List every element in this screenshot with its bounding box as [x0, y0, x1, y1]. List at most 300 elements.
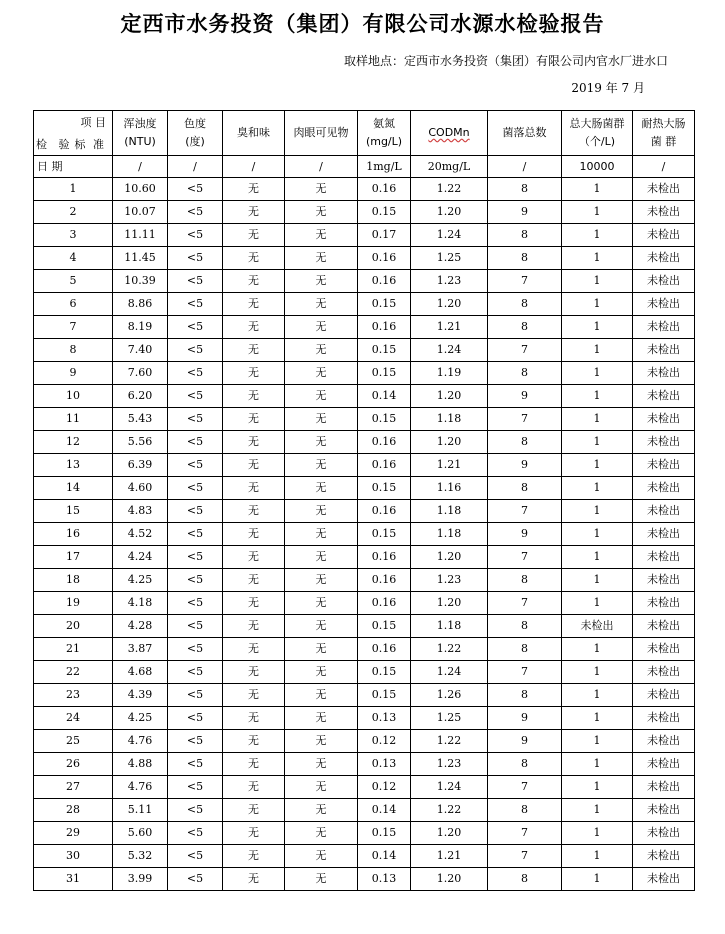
table-row: [34, 247, 695, 270]
value-cell: 无: [223, 776, 285, 799]
table-row: [34, 707, 695, 730]
value-cell: 1: [562, 730, 633, 753]
value-cell: 无: [223, 868, 285, 891]
value-cell: 未检出: [633, 500, 695, 523]
value-cell: 1.18: [411, 523, 488, 546]
value-cell: 6.39: [113, 454, 168, 477]
value-cell: 0.15: [358, 684, 411, 707]
value-cell: 7: [488, 546, 562, 569]
value-cell: 8: [488, 569, 562, 592]
table-row: [34, 523, 695, 546]
value-cell: <5: [168, 799, 223, 822]
value-cell: 1: [562, 339, 633, 362]
table-row: [34, 592, 695, 615]
value-cell: 无: [285, 638, 358, 661]
value-cell: 未检出: [633, 799, 695, 822]
value-cell: 未检出: [633, 523, 695, 546]
value-cell: 无: [223, 661, 285, 684]
column-header: [113, 111, 168, 156]
value-cell: 未检出: [633, 477, 695, 500]
value-cell: <5: [168, 661, 223, 684]
day-cell: 12: [34, 431, 113, 454]
value-cell: 无: [285, 477, 358, 500]
value-cell: 无: [223, 293, 285, 316]
day-cell: 27: [34, 776, 113, 799]
value-cell: 4.68: [113, 661, 168, 684]
value-cell: 8: [488, 431, 562, 454]
value-cell: 未检出: [633, 753, 695, 776]
value-cell: 4.76: [113, 776, 168, 799]
day-cell: 13: [34, 454, 113, 477]
value-cell: 7.40: [113, 339, 168, 362]
column-header-line: (NTU): [124, 135, 156, 148]
value-cell: 未检出: [633, 569, 695, 592]
table-row: [34, 178, 695, 201]
value-cell: 1.19: [411, 362, 488, 385]
value-cell: 1.20: [411, 385, 488, 408]
column-header-line: 肉眼可见物: [293, 126, 349, 139]
day-cell: 8: [34, 339, 113, 362]
column-header-line: 耐热大肠: [641, 117, 686, 130]
column-header-line: 菌落总数: [502, 126, 547, 139]
column-header: [358, 111, 411, 156]
value-cell: 1.22: [411, 638, 488, 661]
value-cell: 未检出: [633, 707, 695, 730]
day-cell: 15: [34, 500, 113, 523]
column-header: [411, 111, 488, 156]
table-row: [34, 661, 695, 684]
day-cell: 7: [34, 316, 113, 339]
value-cell: 8: [488, 799, 562, 822]
value-cell: 5.43: [113, 408, 168, 431]
value-cell: 0.15: [358, 615, 411, 638]
value-cell: <5: [168, 270, 223, 293]
day-cell: 10: [34, 385, 113, 408]
value-cell: 11.45: [113, 247, 168, 270]
value-cell: 1.20: [411, 592, 488, 615]
value-cell: 无: [285, 546, 358, 569]
day-cell: 16: [34, 523, 113, 546]
value-cell: <5: [168, 569, 223, 592]
day-cell: 26: [34, 753, 113, 776]
value-cell: 无: [285, 845, 358, 868]
value-cell: <5: [168, 822, 223, 845]
value-cell: 1: [562, 224, 633, 247]
table-row: [34, 684, 695, 707]
value-cell: <5: [168, 316, 223, 339]
value-cell: 无: [223, 638, 285, 661]
value-cell: <5: [168, 178, 223, 201]
value-cell: <5: [168, 500, 223, 523]
value-cell: 1.20: [411, 431, 488, 454]
standard-row: [34, 156, 695, 178]
column-header-line: 色度: [184, 117, 206, 130]
value-cell: 1.23: [411, 270, 488, 293]
value-cell: 8: [488, 247, 562, 270]
value-cell: 4.83: [113, 500, 168, 523]
value-cell: 未检出: [633, 592, 695, 615]
value-cell: 4.39: [113, 684, 168, 707]
value-cell: 无: [223, 546, 285, 569]
value-cell: 1: [562, 178, 633, 201]
value-cell: 1: [562, 799, 633, 822]
value-cell: 1: [562, 247, 633, 270]
day-cell: 30: [34, 845, 113, 868]
value-cell: 无: [285, 822, 358, 845]
value-cell: 无: [223, 477, 285, 500]
value-cell: 无: [223, 408, 285, 431]
value-cell: 未检出: [633, 408, 695, 431]
inspection-table: [33, 110, 695, 891]
value-cell: 未检出: [633, 178, 695, 201]
value-cell: 1: [562, 776, 633, 799]
value-cell: 5.56: [113, 431, 168, 454]
value-cell: 无: [223, 201, 285, 224]
value-cell: 8: [488, 362, 562, 385]
table-row: [34, 201, 695, 224]
value-cell: 10.60: [113, 178, 168, 201]
value-cell: 1: [562, 523, 633, 546]
table-row: [34, 868, 695, 891]
value-cell: 无: [285, 201, 358, 224]
value-cell: 无: [223, 385, 285, 408]
value-cell: 1: [562, 270, 633, 293]
day-cell: 9: [34, 362, 113, 385]
value-cell: 9: [488, 730, 562, 753]
value-cell: 无: [223, 523, 285, 546]
value-cell: 无: [285, 500, 358, 523]
value-cell: 无: [285, 592, 358, 615]
value-cell: 未检出: [633, 293, 695, 316]
value-cell: 无: [285, 385, 358, 408]
value-cell: 1: [562, 431, 633, 454]
day-cell: 28: [34, 799, 113, 822]
value-cell: 8: [488, 316, 562, 339]
value-cell: 0.12: [358, 776, 411, 799]
value-cell: 7: [488, 661, 562, 684]
day-cell: 6: [34, 293, 113, 316]
value-cell: <5: [168, 523, 223, 546]
value-cell: 0.14: [358, 845, 411, 868]
value-cell: 无: [223, 822, 285, 845]
standard-cell: /: [113, 156, 168, 178]
value-cell: 1: [562, 569, 633, 592]
value-cell: 0.16: [358, 431, 411, 454]
table-row: [34, 293, 695, 316]
value-cell: 0.13: [358, 868, 411, 891]
value-cell: 0.14: [358, 799, 411, 822]
value-cell: 9: [488, 523, 562, 546]
table-row: [34, 569, 695, 592]
value-cell: <5: [168, 707, 223, 730]
value-cell: 7: [488, 776, 562, 799]
value-cell: 0.15: [358, 523, 411, 546]
sampling-location: 取样地点：定西市水务投资（集团）有限公司内官水厂进水口: [343, 54, 668, 68]
value-cell: 1.25: [411, 707, 488, 730]
value-cell: 1.23: [411, 753, 488, 776]
value-cell: 无: [285, 293, 358, 316]
value-cell: <5: [168, 592, 223, 615]
value-cell: 1: [562, 477, 633, 500]
value-cell: 4.24: [113, 546, 168, 569]
value-cell: 1: [562, 454, 633, 477]
value-cell: 未检出: [633, 661, 695, 684]
table-row: [34, 730, 695, 753]
value-cell: 8: [488, 684, 562, 707]
value-cell: 无: [285, 454, 358, 477]
value-cell: 无: [223, 707, 285, 730]
value-cell: 1.22: [411, 178, 488, 201]
corner-item-label: 项 目: [80, 116, 106, 129]
column-header: [168, 111, 223, 156]
value-cell: 无: [223, 224, 285, 247]
value-cell: 3.87: [113, 638, 168, 661]
column-header: [488, 111, 562, 156]
table-row: [34, 385, 695, 408]
value-cell: 无: [285, 661, 358, 684]
value-cell: 7: [488, 822, 562, 845]
value-cell: 8.19: [113, 316, 168, 339]
value-cell: 4.25: [113, 707, 168, 730]
value-cell: 无: [285, 868, 358, 891]
standard-cell: 20mg/L: [411, 156, 488, 178]
column-header-line: 浑浊度: [123, 117, 157, 130]
column-header-line: 菌 群: [650, 135, 677, 148]
day-cell: 20: [34, 615, 113, 638]
value-cell: 1.20: [411, 822, 488, 845]
value-cell: 1.22: [411, 730, 488, 753]
value-cell: 无: [285, 753, 358, 776]
value-cell: 0.16: [358, 270, 411, 293]
value-cell: 7: [488, 339, 562, 362]
value-cell: 4.88: [113, 753, 168, 776]
value-cell: 7: [488, 408, 562, 431]
value-cell: 未检出: [562, 615, 633, 638]
column-header: [285, 111, 358, 156]
column-header: [223, 111, 285, 156]
table-body: [34, 111, 695, 891]
value-cell: <5: [168, 362, 223, 385]
value-cell: 无: [285, 569, 358, 592]
day-cell: 31: [34, 868, 113, 891]
value-cell: 8: [488, 868, 562, 891]
value-cell: 11.11: [113, 224, 168, 247]
value-cell: 无: [223, 247, 285, 270]
value-cell: 8: [488, 293, 562, 316]
value-cell: <5: [168, 431, 223, 454]
table-row: [34, 316, 695, 339]
column-header-line: （个/L): [578, 135, 616, 148]
table-row: [34, 799, 695, 822]
day-cell: 1: [34, 178, 113, 201]
day-cell: 21: [34, 638, 113, 661]
value-cell: 无: [223, 362, 285, 385]
value-cell: 无: [285, 247, 358, 270]
table-row: [34, 224, 695, 247]
table-row: [34, 270, 695, 293]
value-cell: 4.52: [113, 523, 168, 546]
value-cell: 无: [285, 707, 358, 730]
value-cell: 无: [285, 431, 358, 454]
table-row: [34, 753, 695, 776]
day-cell: 24: [34, 707, 113, 730]
value-cell: 无: [223, 270, 285, 293]
table-row: [34, 454, 695, 477]
day-cell: 11: [34, 408, 113, 431]
value-cell: 0.16: [358, 500, 411, 523]
value-cell: 1.21: [411, 454, 488, 477]
column-header: [562, 111, 633, 156]
value-cell: 6.20: [113, 385, 168, 408]
standard-cell: 10000: [562, 156, 633, 178]
value-cell: 1.24: [411, 224, 488, 247]
value-cell: 9: [488, 454, 562, 477]
value-cell: 未检出: [633, 730, 695, 753]
column-header-line: 氨氮: [373, 117, 395, 130]
value-cell: 1.18: [411, 500, 488, 523]
value-cell: 0.12: [358, 730, 411, 753]
value-cell: 未检出: [633, 454, 695, 477]
value-cell: 1.24: [411, 661, 488, 684]
value-cell: <5: [168, 546, 223, 569]
value-cell: 无: [285, 339, 358, 362]
value-cell: 无: [285, 362, 358, 385]
value-cell: 无: [223, 684, 285, 707]
value-cell: 未检出: [633, 546, 695, 569]
value-cell: 1: [562, 868, 633, 891]
table-row: [34, 500, 695, 523]
value-cell: 未检出: [633, 684, 695, 707]
value-cell: 无: [223, 339, 285, 362]
value-cell: 1.18: [411, 615, 488, 638]
value-cell: 10.39: [113, 270, 168, 293]
day-cell: 5: [34, 270, 113, 293]
table-row: [34, 477, 695, 500]
value-cell: 1: [562, 293, 633, 316]
value-cell: <5: [168, 293, 223, 316]
value-cell: 未检出: [633, 845, 695, 868]
value-cell: 0.16: [358, 178, 411, 201]
value-cell: 1: [562, 201, 633, 224]
table-row: [34, 339, 695, 362]
value-cell: 8: [488, 753, 562, 776]
value-cell: 1: [562, 592, 633, 615]
value-cell: <5: [168, 730, 223, 753]
value-cell: 0.15: [358, 822, 411, 845]
value-cell: 无: [285, 224, 358, 247]
value-cell: 未检出: [633, 362, 695, 385]
value-cell: 8: [488, 178, 562, 201]
value-cell: 无: [285, 615, 358, 638]
value-cell: 7: [488, 500, 562, 523]
value-cell: 9: [488, 385, 562, 408]
corner-standard-label-b: 标 准: [74, 138, 106, 151]
value-cell: 未检出: [633, 431, 695, 454]
value-cell: 5.11: [113, 799, 168, 822]
value-cell: 8: [488, 638, 562, 661]
standard-cell: 1mg/L: [358, 156, 411, 178]
day-cell: 19: [34, 592, 113, 615]
table-row: [34, 822, 695, 845]
column-header-line: 臭和味: [237, 126, 270, 139]
value-cell: 无: [285, 316, 358, 339]
column-header-line: 总大肠菌群: [569, 117, 625, 130]
column-header: [633, 111, 695, 156]
standard-cell: /: [488, 156, 562, 178]
value-cell: <5: [168, 408, 223, 431]
value-cell: 无: [223, 454, 285, 477]
value-cell: 10.07: [113, 201, 168, 224]
value-cell: 0.15: [358, 339, 411, 362]
table-row: [34, 845, 695, 868]
value-cell: 1: [562, 753, 633, 776]
value-cell: <5: [168, 845, 223, 868]
day-cell: 25: [34, 730, 113, 753]
value-cell: 3.99: [113, 868, 168, 891]
report-title: 定西市水务投资（集团）有限公司水源水检验报告: [120, 12, 605, 36]
table-row: [34, 638, 695, 661]
column-header-line: (度): [185, 135, 205, 148]
value-cell: <5: [168, 385, 223, 408]
value-cell: 1.22: [411, 799, 488, 822]
standard-cell: /: [168, 156, 223, 178]
value-cell: 0.16: [358, 546, 411, 569]
value-cell: 4.28: [113, 615, 168, 638]
value-cell: 无: [285, 799, 358, 822]
corner-date-label: 日 期: [34, 156, 113, 178]
standard-cell: /: [633, 156, 695, 178]
value-cell: 1: [562, 362, 633, 385]
value-cell: <5: [168, 224, 223, 247]
value-cell: 未检出: [633, 270, 695, 293]
value-cell: 无: [285, 523, 358, 546]
value-cell: 5.32: [113, 845, 168, 868]
value-cell: 1.20: [411, 546, 488, 569]
value-cell: <5: [168, 615, 223, 638]
value-cell: 7: [488, 592, 562, 615]
value-cell: 1.23: [411, 569, 488, 592]
value-cell: 未检出: [633, 316, 695, 339]
day-cell: 3: [34, 224, 113, 247]
value-cell: 0.15: [358, 362, 411, 385]
value-cell: 0.16: [358, 638, 411, 661]
value-cell: 1.18: [411, 408, 488, 431]
value-cell: 1.20: [411, 868, 488, 891]
value-cell: 未检出: [633, 247, 695, 270]
value-cell: 1.24: [411, 339, 488, 362]
value-cell: 0.15: [358, 408, 411, 431]
value-cell: 无: [223, 753, 285, 776]
value-cell: 8: [488, 477, 562, 500]
column-header-line: (mg/L): [365, 135, 403, 148]
value-cell: 未检出: [633, 339, 695, 362]
value-cell: 5.60: [113, 822, 168, 845]
value-cell: 无: [285, 730, 358, 753]
value-cell: 无: [223, 592, 285, 615]
value-cell: 1: [562, 661, 633, 684]
value-cell: 未检出: [633, 638, 695, 661]
value-cell: 0.17: [358, 224, 411, 247]
value-cell: 0.15: [358, 661, 411, 684]
value-cell: 1: [562, 546, 633, 569]
table-row: [34, 362, 695, 385]
value-cell: 1: [562, 684, 633, 707]
value-cell: 4.76: [113, 730, 168, 753]
value-cell: 未检出: [633, 615, 695, 638]
day-cell: 29: [34, 822, 113, 845]
value-cell: 0.16: [358, 454, 411, 477]
corner-cell: [34, 111, 113, 156]
